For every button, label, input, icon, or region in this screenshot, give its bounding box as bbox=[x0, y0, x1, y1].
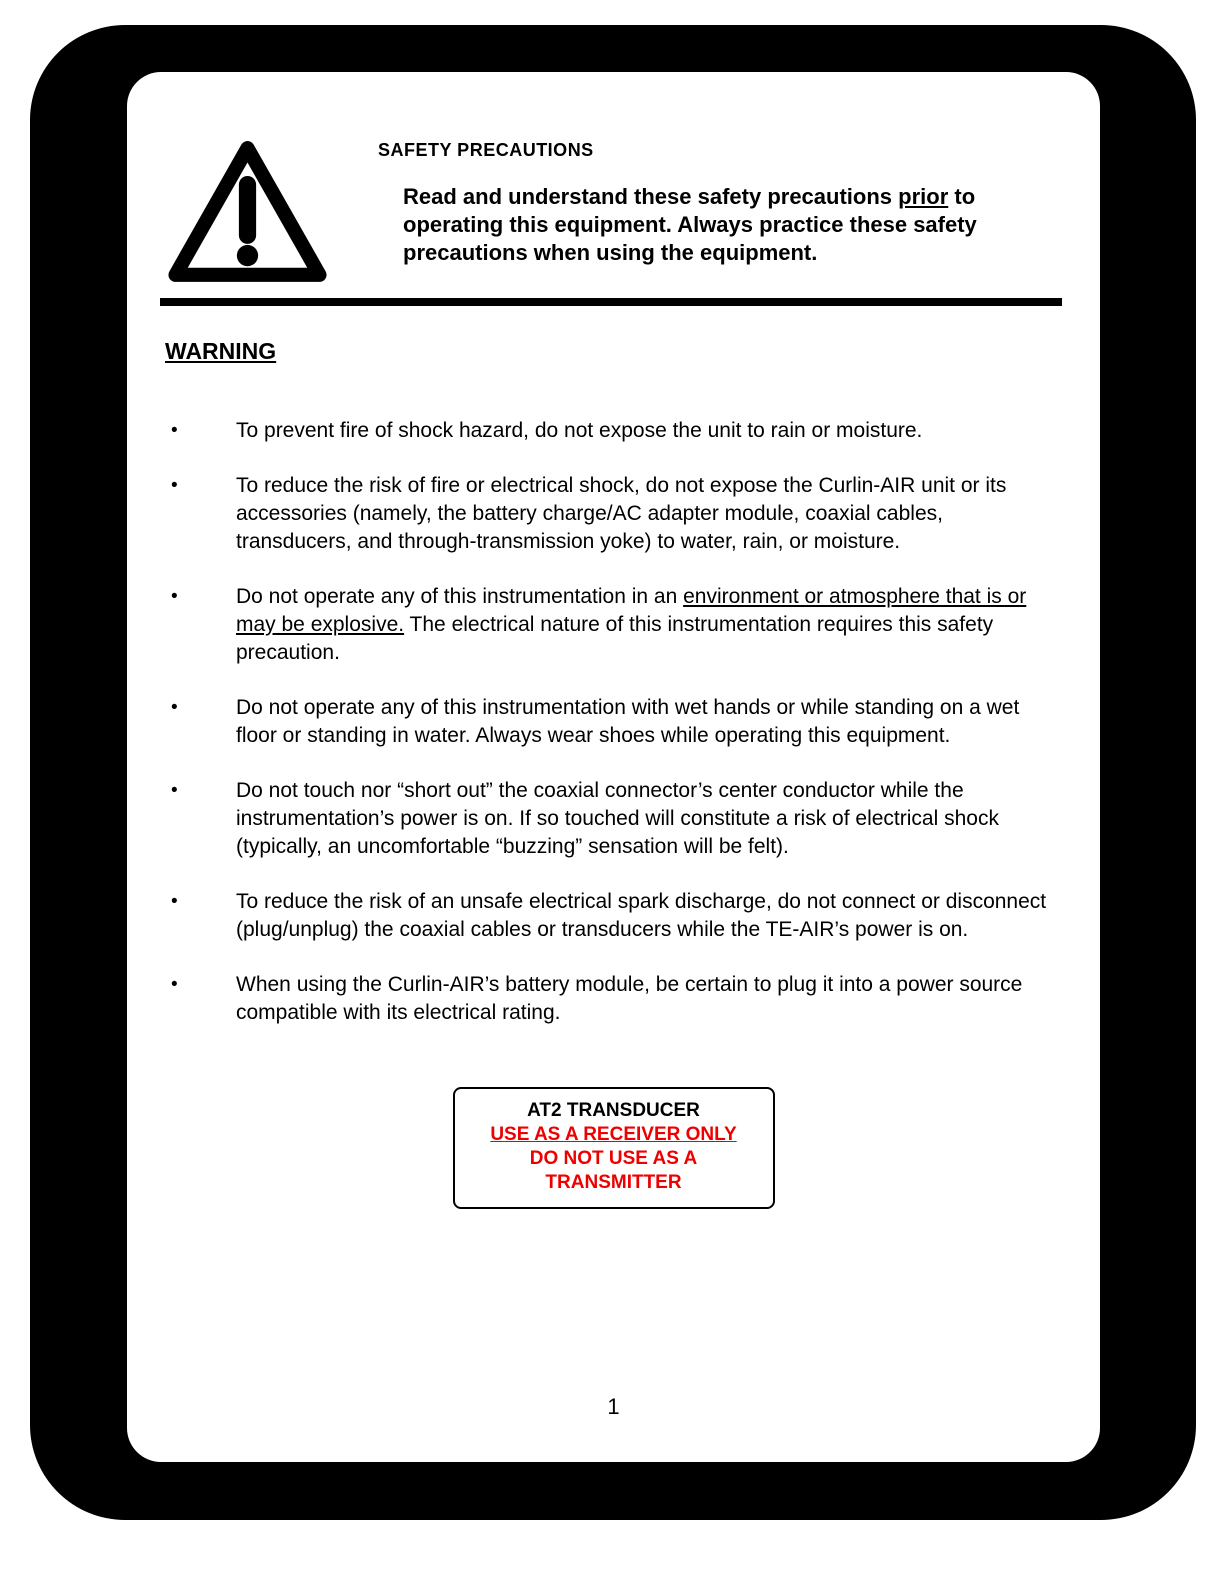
warning-bullet bbox=[165, 472, 1062, 556]
intro-paragraph bbox=[403, 183, 1063, 267]
intro-text-pre: Read and understand these safety precautions bbox=[403, 184, 899, 209]
warning-bullet bbox=[165, 417, 1062, 445]
header-text bbox=[378, 136, 1063, 267]
notice-title: AT2 TRANSDUCER bbox=[527, 1100, 700, 1121]
bullet-text-underlined: environment or atmosphere that is or may be explosive. bbox=[236, 585, 1027, 636]
warning-triangle-icon bbox=[165, 136, 330, 288]
bullet-marker: • bbox=[171, 586, 178, 607]
warning-list bbox=[165, 417, 1062, 1027]
intro-text-post: to operating this equipment. Always practice these safety precautions when using the equipment. bbox=[403, 184, 977, 265]
warning-bullet bbox=[165, 583, 1062, 667]
bullet-marker: • bbox=[171, 697, 178, 718]
document-sheet bbox=[127, 72, 1100, 1462]
bullet-marker: • bbox=[171, 974, 178, 995]
bullet-text: Do not operate any of this instrumentation in an bbox=[236, 585, 684, 608]
bullet-marker: • bbox=[171, 475, 178, 496]
bullet-marker: • bbox=[171, 780, 178, 801]
bullet-text: To reduce the risk of fire or electrical shock, do not expose the Curlin-AIR unit or its accessories (namely, the battery charge/AC adapter module, coaxial cables, transducers, and through-transmission yoke) to water, rain, or moisture. bbox=[236, 474, 1007, 553]
bullet-marker: • bbox=[171, 891, 178, 912]
transducer-notice-box bbox=[453, 1087, 775, 1209]
intro-text-underlined: prior bbox=[898, 184, 949, 209]
warning-bullet bbox=[165, 777, 1062, 861]
bullet-text: Do not touch nor “short out” the coaxial connector’s center conductor while the instrumentation’s power is on. If so touched will constitute a risk of electrical shock (typically, an uncomfortable “buzzing” sensation will be felt). bbox=[236, 779, 999, 858]
notice-line-transmitter: TRANSMITTER bbox=[545, 1172, 682, 1193]
bullet-text-post: The electrical nature of this instrumentation requires this safety precaution. bbox=[236, 613, 994, 664]
decorative-frame bbox=[30, 25, 1196, 1520]
bullet-text: To reduce the risk of an unsafe electrical spark discharge, do not connect or disconnect (plug/unplug) the coaxial cables or transducers while the TE-AIR’s power is on. bbox=[236, 890, 1047, 941]
notice-line-receiver-only: USE AS A RECEIVER ONLY bbox=[490, 1124, 737, 1145]
warning-bullet bbox=[165, 888, 1062, 944]
divider-rule bbox=[160, 298, 1062, 306]
bullet-text: Do not operate any of this instrumentation with wet hands or while standing on a wet floor or standing in water. Always wear shoes while operating this equipment. bbox=[236, 696, 1020, 747]
page-number: 1 bbox=[607, 1394, 620, 1419]
notice-line-do-not-use: DO NOT USE AS A bbox=[529, 1148, 698, 1169]
section-title: SAFETY PRECAUTIONS bbox=[378, 140, 594, 160]
safety-header bbox=[165, 136, 1062, 288]
bullet-text: When using the Curlin-AIR’s battery module, be certain to plug it into a power source compatible with its electrical rating. bbox=[236, 973, 1023, 1024]
warning-bullet bbox=[165, 694, 1062, 750]
warning-heading: WARNING bbox=[165, 338, 277, 364]
bullet-marker: • bbox=[171, 420, 178, 441]
warning-bullet bbox=[165, 971, 1062, 1027]
bullet-text: To prevent fire of shock hazard, do not expose the unit to rain or moisture. bbox=[236, 419, 923, 442]
